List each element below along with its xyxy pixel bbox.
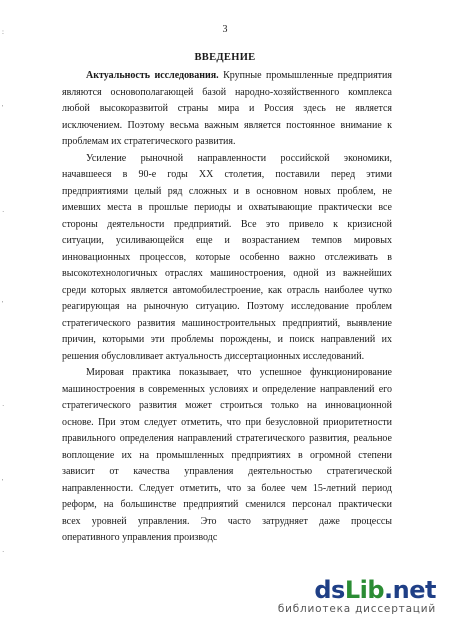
dslib-logo: dsLib.net [314,576,436,604]
paragraph-line: воплощение их на промышленных предприятиях в огромной степени [62,449,392,461]
dslib-watermark [278,577,436,615]
paragraph-line: являются основополагающей базой народно-хозяйственного комплекса [62,86,392,98]
paragraph-3 [62,365,392,547]
margin-mark: ' [2,300,4,308]
page-number: 3 [222,24,228,35]
margin-mark: · [2,402,5,410]
paragraph-2 [62,151,392,366]
paragraph-line: всех уровней управления. Это часто затрудняет даже процессы [62,515,392,527]
paragraph-line: среди которых является автомобилестроение, как отрасль наиболее чутко [62,284,392,296]
margin-mark: : [2,28,4,36]
paragraph-line: правильного определения направлений стратегического развития, реальное [62,433,392,444]
paragraph-line: стратегического развития может строиться только на инновационной [62,400,392,411]
paragraph-line: Усиление рыночной направленности российской экономики, [86,152,392,164]
scan-margin-marks [2,0,12,621]
paragraph-line: оперативного управления производс [62,532,218,543]
margin-mark: ' [2,104,4,112]
paragraph-line: начавшееся в 90-е годы XX столетия, поставили перед этими [62,169,392,180]
margin-mark: · [2,548,5,556]
page-title: ВВЕДЕНИЕ [194,52,256,63]
paragraph-line: реформ, на большинстве предприятий сменился персонал практически [62,499,392,510]
paragraph-line: реагирующая на рыночную ситуацию. Поэтому исследование проблем [62,301,392,312]
paragraph-line: машиностроения в современных условиях и определение направлений его [62,383,392,395]
paragraph-text: Крупные промышленные предприятия [218,70,392,81]
paragraph-line: любой высокоразвитой страны мира и Россия здесь не является [62,103,392,114]
paragraph-line: инновационных процессов, которые особенно важно отслеживать в [62,251,392,263]
paragraph-line: высокотехнологичных отраслях машиностроения, одной из важнейших [62,268,392,279]
margin-mark: · [2,208,5,216]
paragraph-line [62,68,392,85]
paragraph-line: основе. При этом следует отметить, что при безусловной приоритетности [62,416,392,428]
paragraph-line: ситуации, усиливающейся еще и возрастанием темпов мировых [62,235,392,246]
paragraph-1 [62,85,392,151]
paragraph-line: направленности. Следует отметить, что за более чем 15-летний период [62,482,392,494]
paragraph-line: имевших места в прошлые периоды и охватывающие практически все [62,202,392,213]
paragraph-line: решения обусловливает актуальность диссертационных исследований. [62,350,365,362]
paragraph-line: причин, которыми эти проблемы порождены, и поиск направлений их [62,334,392,345]
paragraph-line: проблемам их стратегического развития. [62,136,236,147]
paragraph-line: исключением. Поэтому весьма важным является постоянное внимание к [62,119,392,131]
paragraph-line: предприятиями целый ряд сложных и в основном новых проблем, не [62,185,392,197]
paragraph-heading: Актуальность исследования. [86,70,219,81]
margin-mark: ' [2,478,4,486]
document-body [62,68,392,547]
paragraph-line: зависит от качества управления деятельностью стратегической [62,466,392,477]
paragraph-line: стратегического развития машиностроительных предприятий, выявление [62,317,392,329]
paragraph-line: Мировая практика показывает, что успешное функционирование [86,367,392,378]
dslib-tagline: библиотека диссертаций [277,603,436,615]
paragraph-line: стороны деятельности предприятий. Все это привело к кризисной [62,218,392,230]
